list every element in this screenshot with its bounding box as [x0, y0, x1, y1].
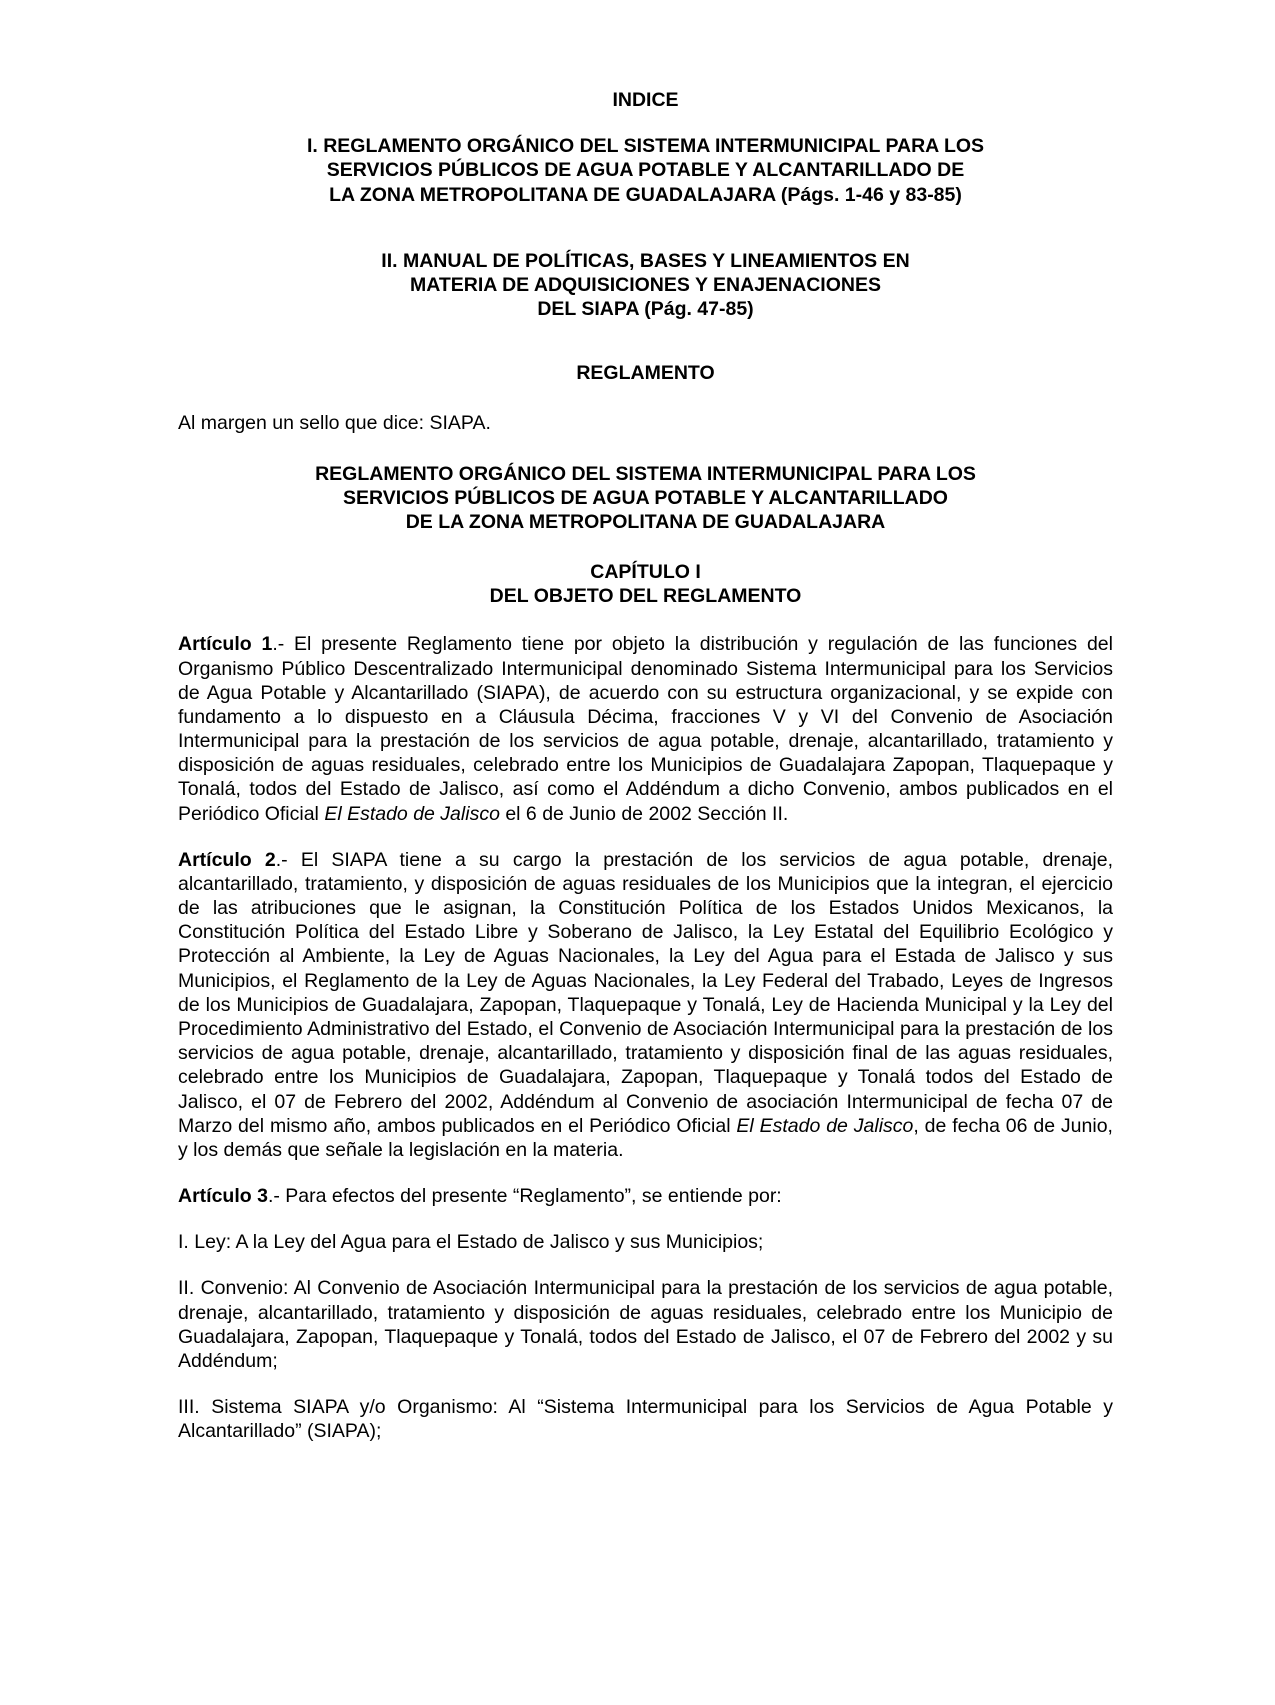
article-2 — [178, 848, 1113, 1162]
reglamento-heading: REGLAMENTO — [576, 362, 715, 385]
article-2-tail: , de fecha 06 de Junio, y los demás que señale la legislación en la materia. — [178, 1114, 1113, 1161]
reglamento-title-line: DE LA ZONA METROPOLITANA DE GUADALAJARA — [405, 510, 886, 533]
reglamento-title — [178, 462, 1113, 535]
indice-item-1 — [178, 134, 1113, 207]
indice-item-1-line: SERVICIOS PÚBLICOS DE AGUA POTABLE Y ALCANTARILLADO DE — [326, 159, 965, 182]
chapter-number: CAPÍTULO I — [590, 561, 701, 584]
article-3-text: .- Para efectos del presente “Reglamento”, se entiende por: — [267, 1185, 782, 1208]
article-1-tail: el 6 de Junio de 2002 Sección II. — [499, 802, 789, 825]
indice-item-1-line: LA ZONA METROPOLITANA DE GUADALAJARA (Págs. 1-46 y 83-85) — [329, 183, 962, 206]
article-2-label: Artículo 2 — [178, 848, 276, 871]
indice-item-1-line: I. REGLAMENTO ORGÁNICO DEL SISTEMA INTERMUNICIPAL PARA LOS — [306, 135, 985, 158]
indice-item-2-line: MATERIA DE ADQUISICIONES Y ENAJENACIONES — [410, 273, 881, 296]
definition-item: III. Sistema SIAPA y/o Organismo: Al “Sistema Intermunicipal para los Servicios de Agua Potable y Alcantarillado” (SIAPA); — [178, 1396, 1113, 1443]
article-1-text: .- El presente Reglamento tiene por objeto la distribución y regulación de las funciones del Organismo Público Descentralizado Intermunicipal denominado Sistema Intermunicipal para los Servicios de Agua Potable y Alcantarillado (SIAPA), de acuerdo con su estructura organizacional, y se expide con fundamento a lo dispuesto en a Cláusula Décima, fracciones V y VI del Convenio de Asociación Intermunicipal para la prestación de los servicios de agua potable, drenaje, alcantarillado, tratamiento y disposición de aguas residuales, celebrado entre los Municipios de Guadalajara Zapopan, Tlaquepaque y Tonalá, todos del Estado de Jalisco, así como el Addéndum a dicho Convenio, ambos publicados en el Periódico Oficial — [178, 633, 1113, 825]
article-1 — [178, 632, 1113, 825]
indice-item-2-line: II. MANUAL DE POLÍTICAS, BASES Y LINEAMIENTOS EN — [381, 249, 910, 272]
indice-item-2-line: DEL SIAPA (Pág. 47-85) — [537, 298, 754, 321]
article-1-italic: El Estado de Jalisco — [324, 802, 500, 825]
article-3-label: Artículo 3 — [178, 1185, 268, 1208]
definition-item: II. Convenio: Al Convenio de Asociación Intermunicipal para la prestación de los servicios de agua potable, drenaje, alcantarillado, tratamiento y disposición de aguas residuales, celebrado entre los Municipio de Guadalajara, Zapopan, Tlaquepaque y Tonalá, todos del Estado de Jalisco, el 07 de Febrero del 2002 y su Addéndum; — [178, 1277, 1113, 1372]
chapter-name: DEL OBJETO DEL REGLAMENTO — [489, 585, 802, 608]
margin-note: Al margen un sello que dice: SIAPA. — [178, 412, 491, 435]
indice-heading: INDICE — [612, 89, 679, 111]
chapter-heading — [178, 560, 1113, 608]
article-3 — [178, 1184, 1113, 1208]
reglamento-title-line: REGLAMENTO ORGÁNICO DEL SISTEMA INTERMUNICIPAL PARA LOS — [315, 462, 976, 485]
article-1-label: Artículo 1 — [178, 633, 273, 656]
article-2-italic: El Estado de Jalisco — [736, 1114, 914, 1137]
definition-item: I. Ley: A la Ley del Agua para el Estado de Jalisco y sus Municipios; — [178, 1231, 764, 1254]
indice-item-2 — [178, 249, 1113, 322]
reglamento-title-line: SERVICIOS PÚBLICOS DE AGUA POTABLE Y ALCANTARILLADO — [343, 486, 948, 509]
article-2-text: .- El SIAPA tiene a su cargo la prestación de los servicios de agua potable, drenaje, alcantarillado, tratamiento, y disposición de aguas residuales de los Municipios que la integran, el ejercicio de las atribuciones que le asignan, la Constitución Política de los Estados Unidos Mexicanos, la Constitución Política del Estado Libre y Soberano de Jalisco, la Ley Estatal del Equilibrio Ecológico y Protección al Ambiente, la Ley de Aguas Nacionales, la Ley del Agua para el Estada de Jalisco y sus Municipios, el Reglamento de la Ley de Aguas Nacionales, la Ley Federal del Trabado, Leyes de Ingresos de los Municipios de Guadalajara, Zapopan, Tlaquepaque y Tonalá, Ley de Hacienda Municipal y la Ley del Procedimiento Administrativo del Estado, el Convenio de Asociación Intermunicipal para la prestación de los servicios de agua potable, drenaje, alcantarillado, tratamiento y disposición final de las aguas residuales, celebrado entre los Municipios de Guadalajara, Zapopan, Tlaquepaque y Tonalá todos del Estado de Jalisco, el 07 de Febrero del 2002, Addéndum al Convenio de asociación Intermunicipal de fecha 07 de Marzo del mismo año, ambos publicados en el Periódico Oficial — [178, 848, 1113, 1137]
